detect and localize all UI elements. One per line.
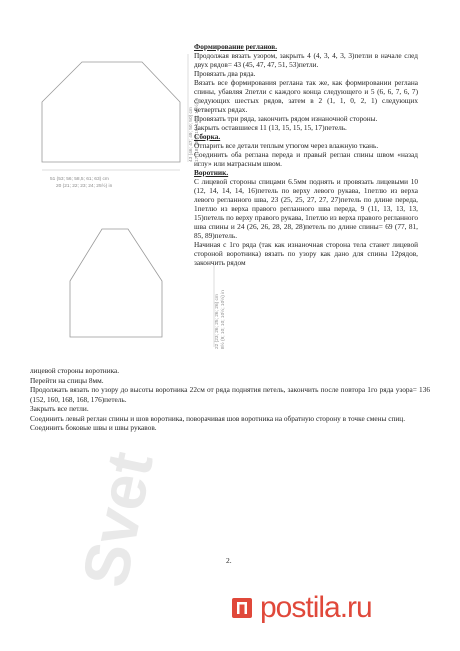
height-label-inch: 8½ (9; 10; 10; 10½; 10½) in — [221, 290, 226, 349]
full-width-text — [30, 366, 430, 433]
width-label-inch: 20 (21; 22; 23; 24; 25½) in — [56, 184, 113, 189]
paragraph: Соединить боковые швы и швы рукавов. — [30, 423, 157, 432]
right-column-text — [194, 42, 418, 267]
paragraph: Вязать все формирования реглана так же, как формировании реглана спины, убавляя 2петли с каждого конца следующего и 5 (6, 6, 7, 6, 7) следующих шестых рядов, затем в 2 (1, 1, 0, 2, 1) следующих четвертых рядах. — [194, 78, 418, 114]
width-label: 51 (53; 56; 58,5; 61; 63) cm — [50, 177, 109, 182]
paragraph: Перейти на спицы 8мм. — [30, 375, 104, 385]
height-label: 22 (23; 26; 25; 26; 26) cm — [215, 294, 220, 349]
paragraph: Продолжать вязать по узору до высоты воротника 22см от ряда поднятия петель, закончить после повтора 1го ряда узора= 136 (152, 160, 168, 168, 176)петель. — [30, 385, 430, 404]
paragraph: Соединить левый реглан спины и шов воротника, поворачивая шов воротника на обратную сторону в точке смены спиц. — [30, 413, 406, 423]
pin-icon — [230, 596, 254, 620]
heading-collar: Воротник. — [194, 168, 229, 177]
height-label-inch: 17 (18; 18½; 19; 19½; 19½) in — [195, 97, 200, 162]
paragraph: Закрыть оставшиеся 11 (13, 15, 15, 15, 17)петель. — [194, 123, 347, 132]
paragraph: лицевой стороны воротника. — [30, 366, 120, 375]
paragraph: Соединить оба реглана переда и правый реглан спины швом «назад иглу» или матрасным швом. — [194, 150, 418, 168]
brand-logo[interactable] — [230, 590, 372, 626]
paragraph: Провязать три ряда, закончить рядом изнаночной стороны. — [194, 114, 378, 123]
brand-name: postila.ru — [260, 591, 372, 624]
paragraph: Продолжая вязать узором, закрыть 4 (4, 3, 4, 3, 3)петли в начале след двух рядов= 43 (45, 47, 47, 51, 53)петли. — [194, 51, 418, 69]
watermark-text: Svet — [68, 445, 167, 593]
page-number: 2. — [226, 556, 232, 565]
schematic-back — [30, 40, 198, 190]
paragraph: Отпарить все детали теплым утюгом через влажную ткань. — [194, 141, 379, 150]
height-label: 43 (46; 47; 49; 50; 50) cm — [189, 107, 194, 162]
paragraph: С лицевой стороны спицами 6.5мм поднять и провязать лицевыми 10 (12, 14, 14, 14, 16)петель по верху левого рукава, 1петлю из верха левого регланного шва, 23 (25, 25, 27, 27, 27)петель по длине переда, 1петлю из верха правого регланного шва переда, 9 (11, 13, 13, 13, 15)петель по верху правого рукава, 1петлю из верха правого регланного шва спины и 24 (26, 26, 28, 28, 28)петель по длине спины= 69 (77, 81, 85, 89)петель. — [194, 177, 418, 240]
paragraph: Начиная с 1го ряда (так как изнаночная сторона тела станет лицевой стороной воротника) вязать по узору как дано для спины 12рядов, закончить рядом — [194, 240, 418, 267]
heading-raglan: Формирование регланов. — [194, 42, 278, 51]
heading-assembly: Сборка. — [194, 132, 221, 141]
paragraph: Закрыть все петли. — [30, 404, 89, 413]
paragraph: Провязать два ряда. — [194, 69, 256, 78]
